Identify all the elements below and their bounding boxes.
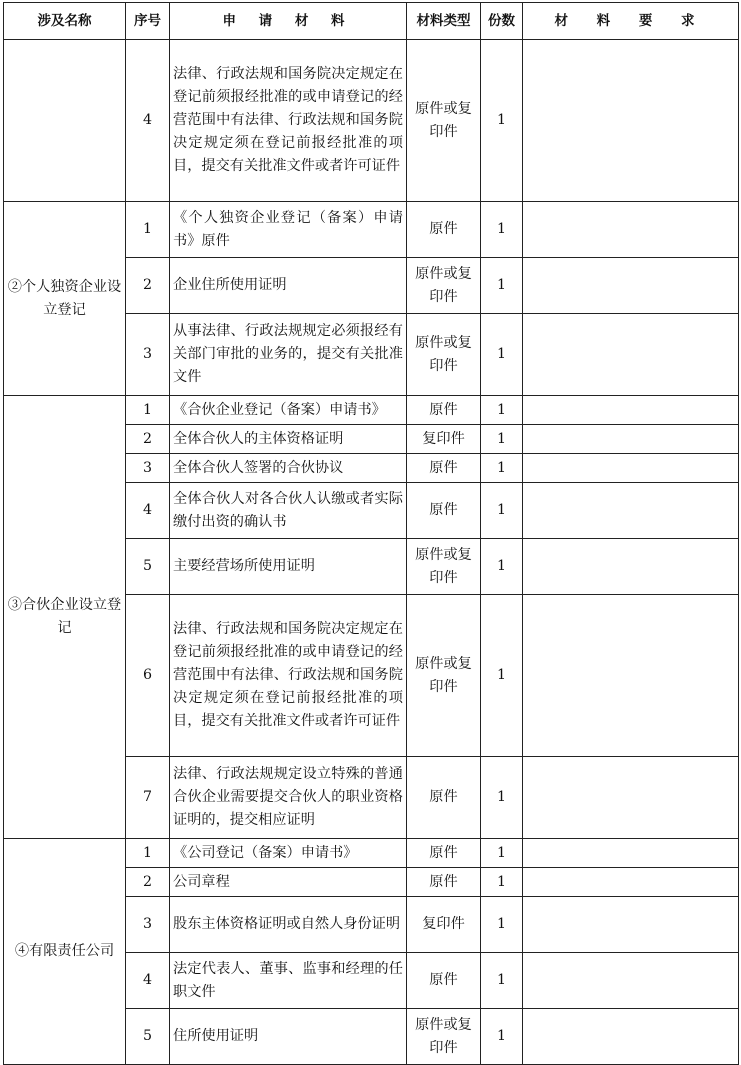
seq-cell: 3 <box>126 314 170 396</box>
requirement-cell <box>523 454 739 483</box>
material-cell: 法律、行政法规和国务院决定规定在登记前须报经批准的或申请登记的经营范围中有法律、行政法规和国务院决定规定须在登记前报经批准的项目，提交有关批准文件或者许可证件 <box>170 595 407 757</box>
material-cell: 法律、行政法规和国务院决定规定在登记前须报经批准的或申请登记的经营范围中有法律、行政法规和国务院决定规定须在登记前报经批准的项目，提交有关批准文件或者许可证件 <box>170 40 407 202</box>
materials-table <box>3 2 739 1065</box>
seq-cell: 1 <box>126 396 170 425</box>
requirement-cell <box>523 396 739 425</box>
material-cell: 从事法律、行政法规规定必须报经有关部门审批的业务的，提交有关批准文件 <box>170 314 407 396</box>
copies-cell: 1 <box>481 454 523 483</box>
requirement-cell <box>523 40 739 202</box>
header-category: 涉及名称 <box>4 3 126 40</box>
copies-cell: 1 <box>481 757 523 839</box>
seq-cell: 5 <box>126 539 170 595</box>
material-cell: 全体合伙人签署的合伙协议 <box>170 454 407 483</box>
requirement-cell <box>523 839 739 868</box>
material-cell: 主要经营场所使用证明 <box>170 539 407 595</box>
seq-cell: 5 <box>126 1009 170 1065</box>
seq-cell: 3 <box>126 454 170 483</box>
copies-cell: 1 <box>481 483 523 539</box>
material-cell: 企业住所使用证明 <box>170 258 407 314</box>
seq-cell: 3 <box>126 897 170 953</box>
category-cell: ③合伙企业设立登记 <box>4 396 126 839</box>
type-cell: 原件 <box>407 839 481 868</box>
copies-cell: 1 <box>481 314 523 396</box>
material-cell: 全体合伙人对各合伙人认缴或者实际缴付出资的确认书 <box>170 483 407 539</box>
copies-cell: 1 <box>481 258 523 314</box>
type-cell: 原件 <box>407 757 481 839</box>
table-row <box>4 839 739 868</box>
material-cell: 全体合伙人的主体资格证明 <box>170 425 407 454</box>
material-cell: 法定代表人、董事、监事和经理的任职文件 <box>170 953 407 1009</box>
category-cell <box>4 40 126 202</box>
copies-cell: 1 <box>481 953 523 1009</box>
type-cell: 原件 <box>407 953 481 1009</box>
type-cell: 原件或复印件 <box>407 40 481 202</box>
type-cell: 原件 <box>407 483 481 539</box>
type-cell: 原件 <box>407 868 481 897</box>
requirement-cell <box>523 483 739 539</box>
copies-cell: 1 <box>481 40 523 202</box>
requirement-cell <box>523 757 739 839</box>
seq-cell: 7 <box>126 757 170 839</box>
header-type: 材料类型 <box>407 3 481 40</box>
copies-cell: 1 <box>481 539 523 595</box>
type-cell: 原件或复印件 <box>407 258 481 314</box>
table-row <box>4 202 739 258</box>
seq-cell: 2 <box>126 258 170 314</box>
requirement-cell <box>523 868 739 897</box>
type-cell: 复印件 <box>407 897 481 953</box>
type-cell: 复印件 <box>407 425 481 454</box>
seq-cell: 4 <box>126 953 170 1009</box>
type-cell: 原件 <box>407 454 481 483</box>
copies-cell: 1 <box>481 202 523 258</box>
material-cell: 住所使用证明 <box>170 1009 407 1065</box>
type-cell: 原件或复印件 <box>407 539 481 595</box>
table-row <box>4 40 739 202</box>
requirement-cell <box>523 314 739 396</box>
material-cell: 公司章程 <box>170 868 407 897</box>
type-cell: 原件或复印件 <box>407 314 481 396</box>
material-cell: 法律、行政法规规定设立特殊的普通合伙企业需要提交合伙人的职业资格证明的，提交相应证明 <box>170 757 407 839</box>
copies-cell: 1 <box>481 897 523 953</box>
material-cell: 《个人独资企业登记（备案）申请书》原件 <box>170 202 407 258</box>
type-cell: 原件或复印件 <box>407 1009 481 1065</box>
copies-cell: 1 <box>481 396 523 425</box>
seq-cell: 4 <box>126 483 170 539</box>
requirement-cell <box>523 425 739 454</box>
requirement-cell <box>523 202 739 258</box>
type-cell: 原件或复印件 <box>407 595 481 757</box>
requirement-cell <box>523 258 739 314</box>
requirement-cell <box>523 897 739 953</box>
seq-cell: 2 <box>126 868 170 897</box>
seq-cell: 2 <box>126 425 170 454</box>
material-cell: 股东主体资格证明或自然人身份证明 <box>170 897 407 953</box>
seq-cell: 6 <box>126 595 170 757</box>
copies-cell: 1 <box>481 868 523 897</box>
type-cell: 原件 <box>407 202 481 258</box>
header-row <box>4 3 739 40</box>
requirement-cell <box>523 595 739 757</box>
copies-cell: 1 <box>481 425 523 454</box>
category-cell: ④有限责任公司 <box>4 839 126 1065</box>
header-copies: 份数 <box>481 3 523 40</box>
seq-cell: 1 <box>126 839 170 868</box>
header-requirement: 材 料 要 求 <box>523 3 739 40</box>
copies-cell: 1 <box>481 1009 523 1065</box>
requirement-cell <box>523 953 739 1009</box>
table-row <box>4 396 739 425</box>
header-seq: 序号 <box>126 3 170 40</box>
type-cell: 原件 <box>407 396 481 425</box>
requirement-cell <box>523 539 739 595</box>
material-cell: 《公司登记（备案）申请书》 <box>170 839 407 868</box>
copies-cell: 1 <box>481 595 523 757</box>
header-material: 申 请 材 料 <box>170 3 407 40</box>
category-cell: ②个人独资企业设立登记 <box>4 202 126 396</box>
seq-cell: 1 <box>126 202 170 258</box>
requirement-cell <box>523 1009 739 1065</box>
material-cell: 《合伙企业登记（备案）申请书》 <box>170 396 407 425</box>
copies-cell: 1 <box>481 839 523 868</box>
seq-cell: 4 <box>126 40 170 202</box>
